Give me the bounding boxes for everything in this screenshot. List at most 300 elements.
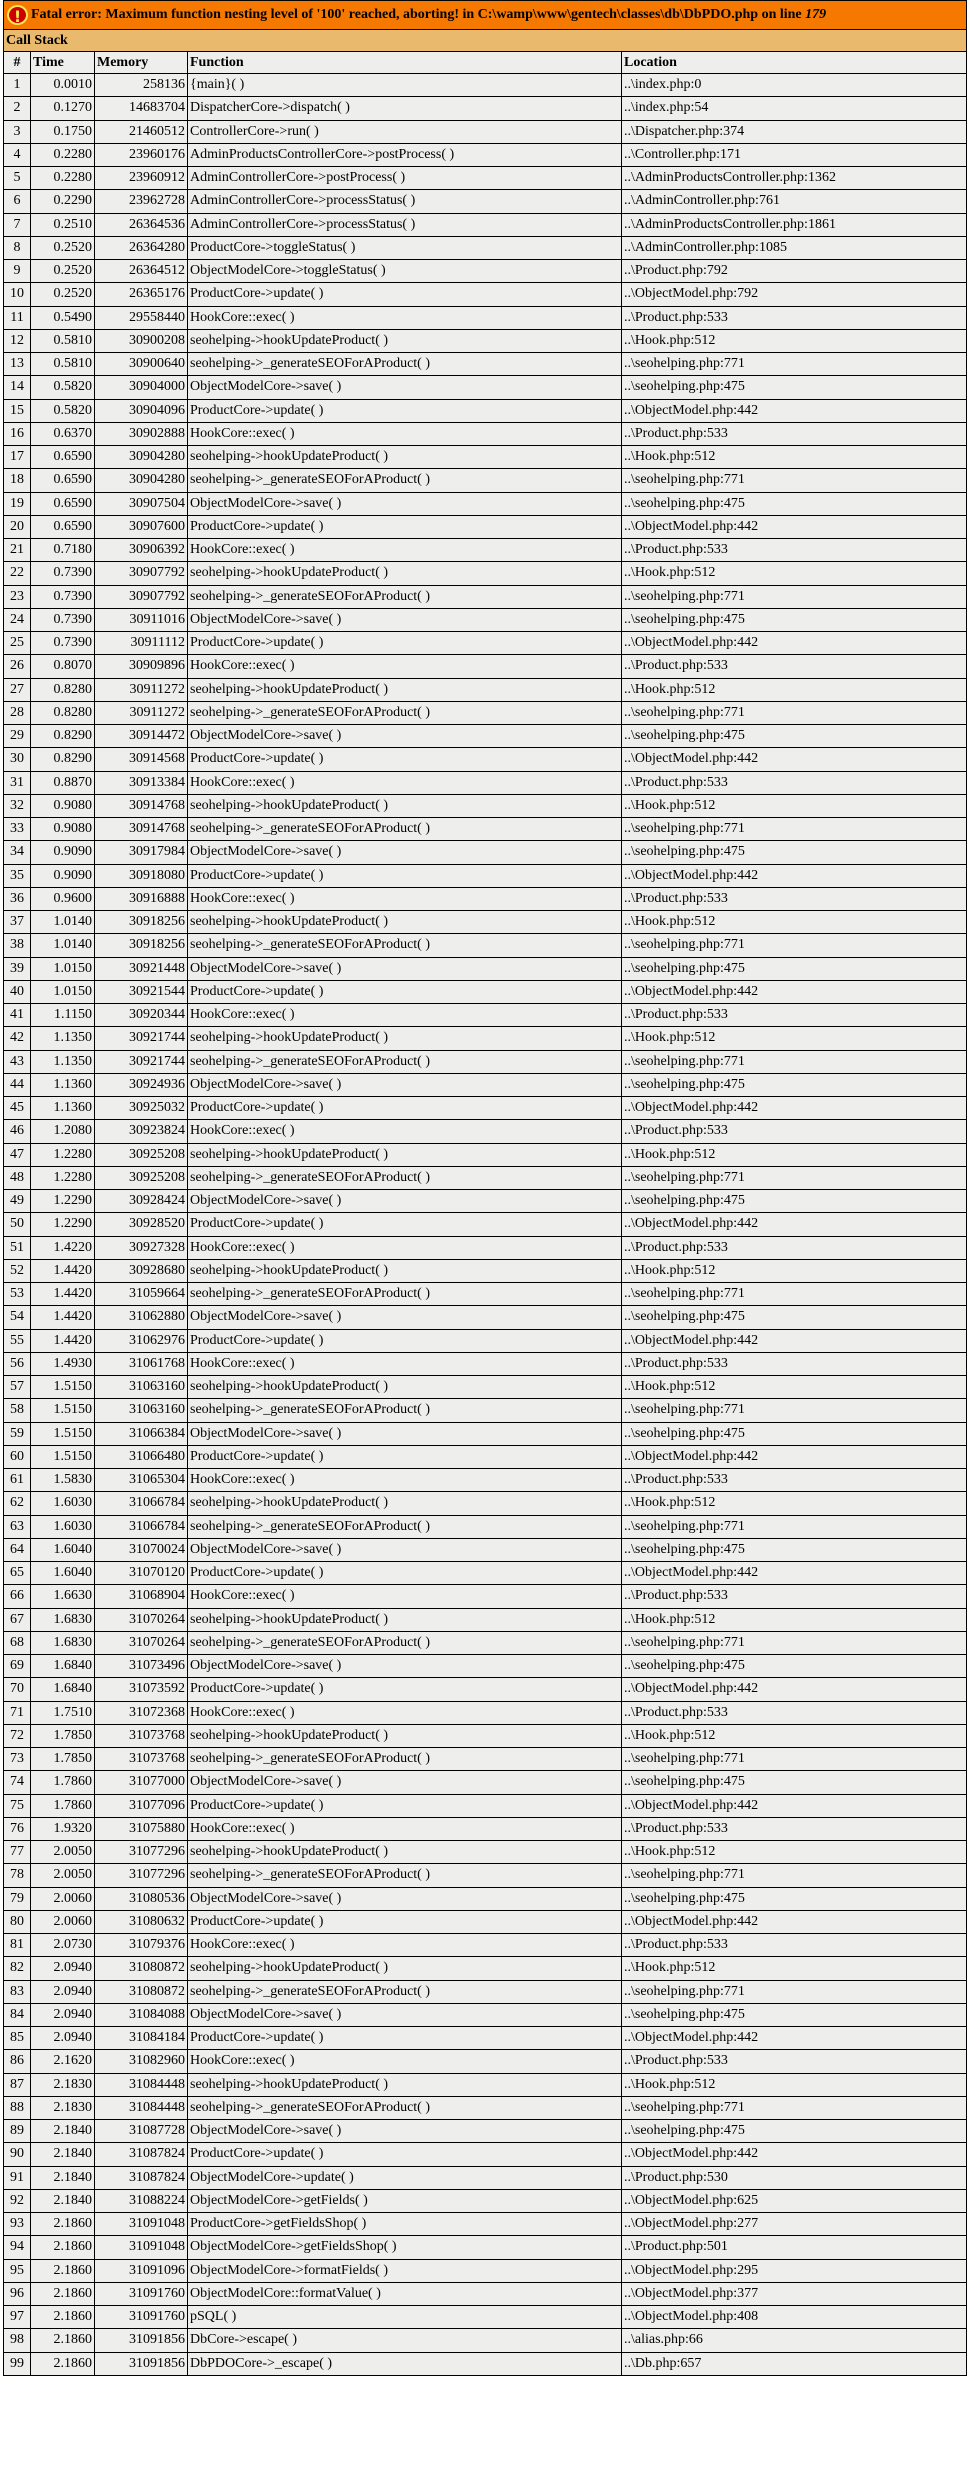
frame-number: 74: [4, 1771, 31, 1794]
frame-function: HookCore::exec( ): [188, 1236, 622, 1259]
frame-memory: 30925208: [95, 1166, 188, 1189]
frame-time: 0.7390: [31, 562, 95, 585]
frame-number: 36: [4, 887, 31, 910]
frame-location: ..\seohelping.php:475: [622, 1771, 967, 1794]
column-header-row: [4, 52, 967, 74]
frame-memory: 31091856: [95, 2329, 188, 2352]
frame-location: ..\ObjectModel.php:442: [622, 1445, 967, 1468]
frame-memory: 23960912: [95, 167, 188, 190]
frame-number: 87: [4, 2073, 31, 2096]
frame-time: 1.4420: [31, 1259, 95, 1282]
frame-memory: 31066480: [95, 1445, 188, 1468]
frame-function: DbCore->escape( ): [188, 2329, 622, 2352]
frame-time: 0.7390: [31, 632, 95, 655]
frame-number: 54: [4, 1306, 31, 1329]
frame-time: 0.9600: [31, 887, 95, 910]
xdebug-error-table: [3, 0, 967, 2376]
frame-function: ProductCore->toggleStatus( ): [188, 236, 622, 259]
frame-number: 51: [4, 1236, 31, 1259]
stack-frame-row: [4, 446, 967, 469]
frame-number: 66: [4, 1585, 31, 1608]
frame-number: 81: [4, 1934, 31, 1957]
frame-time: 0.8870: [31, 771, 95, 794]
stack-frame-row: [4, 2003, 967, 2026]
frame-location: ..\ObjectModel.php:442: [622, 1562, 967, 1585]
frame-number: 63: [4, 1515, 31, 1538]
frame-function: seohelping->hookUpdateProduct( ): [188, 1724, 622, 1747]
frame-function: seohelping->_generateSEOForAProduct( ): [188, 1515, 622, 1538]
stack-frame-row: [4, 1190, 967, 1213]
frame-number: 71: [4, 1701, 31, 1724]
frame-function: AdminControllerCore->postProcess( ): [188, 167, 622, 190]
stack-frame-row: [4, 1073, 967, 1096]
frame-number: 69: [4, 1655, 31, 1678]
frame-time: 1.7510: [31, 1701, 95, 1724]
stack-frame-row: [4, 864, 967, 887]
frame-location: ..\Hook.php:512: [622, 1259, 967, 1282]
frame-number: 91: [4, 2166, 31, 2189]
frame-time: 2.0940: [31, 2027, 95, 2050]
frame-location: ..\AdminProductsController.php:1861: [622, 213, 967, 236]
frame-number: 35: [4, 864, 31, 887]
frame-location: ..\ObjectModel.php:625: [622, 2189, 967, 2212]
column-header-time: Time: [31, 52, 95, 74]
frame-memory: 30900208: [95, 329, 188, 352]
frame-location: ..\seohelping.php:475: [622, 1655, 967, 1678]
frame-memory: 30921744: [95, 1050, 188, 1073]
frame-number: 59: [4, 1422, 31, 1445]
frame-location: ..\Db.php:657: [622, 2352, 967, 2375]
frame-time: 2.1860: [31, 2306, 95, 2329]
frame-location: ..\seohelping.php:771: [622, 585, 967, 608]
frame-location: ..\ObjectModel.php:442: [622, 1213, 967, 1236]
frame-memory: 30911112: [95, 632, 188, 655]
stack-frame-row: [4, 911, 967, 934]
frame-function: ObjectModelCore->update( ): [188, 2166, 622, 2189]
frame-number: 45: [4, 1097, 31, 1120]
frame-location: ..\Hook.php:512: [622, 1376, 967, 1399]
frame-memory: 30907792: [95, 585, 188, 608]
frame-location: ..\seohelping.php:475: [622, 1422, 967, 1445]
stack-frame-row: [4, 353, 967, 376]
frame-memory: 26364512: [95, 260, 188, 283]
frame-time: 0.8290: [31, 725, 95, 748]
frame-function: ObjectModelCore->save( ): [188, 1538, 622, 1561]
frame-number: 44: [4, 1073, 31, 1096]
frame-time: 1.5150: [31, 1376, 95, 1399]
frame-number: 8: [4, 236, 31, 259]
frame-time: 0.9080: [31, 794, 95, 817]
stack-frame-row: [4, 841, 967, 864]
frame-memory: 31061768: [95, 1352, 188, 1375]
frame-number: 57: [4, 1376, 31, 1399]
frame-number: 49: [4, 1190, 31, 1213]
frame-location: ..\seohelping.php:475: [622, 1190, 967, 1213]
frame-function: seohelping->_generateSEOForAProduct( ): [188, 1631, 622, 1654]
frame-location: ..\Product.php:533: [622, 655, 967, 678]
frame-function: seohelping->_generateSEOForAProduct( ): [188, 1980, 622, 2003]
frame-location: ..\seohelping.php:475: [622, 1538, 967, 1561]
stack-frame-row: [4, 167, 967, 190]
frame-time: 2.1830: [31, 2096, 95, 2119]
stack-frame-row: [4, 1329, 967, 1352]
frame-time: 0.2280: [31, 143, 95, 166]
frame-function: ObjectModelCore::formatValue( ): [188, 2282, 622, 2305]
stack-frame-row: [4, 2259, 967, 2282]
frame-memory: 31070120: [95, 1562, 188, 1585]
frame-number: 16: [4, 422, 31, 445]
stack-frame-row: [4, 771, 967, 794]
frame-function: seohelping->hookUpdateProduct( ): [188, 1492, 622, 1515]
stack-frame-row: [4, 1538, 967, 1561]
frame-time: 2.0060: [31, 1887, 95, 1910]
frame-time: 0.1270: [31, 97, 95, 120]
frame-number: 29: [4, 725, 31, 748]
frame-function: ProductCore->update( ): [188, 1329, 622, 1352]
stack-frame-row: [4, 818, 967, 841]
frame-memory: 30927328: [95, 1236, 188, 1259]
frame-number: 32: [4, 794, 31, 817]
frame-location: ..\seohelping.php:771: [622, 353, 967, 376]
frame-function: ProductCore->update( ): [188, 283, 622, 306]
frame-function: ObjectModelCore->save( ): [188, 2120, 622, 2143]
stack-frame-row: [4, 2189, 967, 2212]
frame-time: 1.2280: [31, 1166, 95, 1189]
frame-number: 56: [4, 1352, 31, 1375]
frame-location: ..\seohelping.php:771: [622, 1399, 967, 1422]
frame-memory: 30914768: [95, 794, 188, 817]
frame-number: 73: [4, 1748, 31, 1771]
frame-number: 25: [4, 632, 31, 655]
frame-function: seohelping->hookUpdateProduct( ): [188, 794, 622, 817]
frame-location: ..\Product.php:530: [622, 2166, 967, 2189]
frame-memory: 31084088: [95, 2003, 188, 2026]
frame-time: 0.6590: [31, 515, 95, 538]
frame-memory: 31091048: [95, 2236, 188, 2259]
frame-location: ..\seohelping.php:771: [622, 1748, 967, 1771]
frame-number: 19: [4, 492, 31, 515]
stack-frame-row: [4, 143, 967, 166]
frame-memory: 30925208: [95, 1143, 188, 1166]
frame-memory: 30909896: [95, 655, 188, 678]
column-header-function: Function: [188, 52, 622, 74]
frame-location: ..\Product.php:533: [622, 2050, 967, 2073]
frame-memory: 26364536: [95, 213, 188, 236]
frame-time: 0.0010: [31, 74, 95, 97]
stack-frame-row: [4, 1445, 967, 1468]
stack-frame-row: [4, 934, 967, 957]
frame-time: 0.6370: [31, 422, 95, 445]
stack-frame-row: [4, 1515, 967, 1538]
frame-number: 68: [4, 1631, 31, 1654]
frame-location: ..\Product.php:533: [622, 422, 967, 445]
frame-number: 62: [4, 1492, 31, 1515]
frame-time: 1.4220: [31, 1236, 95, 1259]
frame-memory: 30913384: [95, 771, 188, 794]
frame-memory: 31073768: [95, 1724, 188, 1747]
frame-number: 13: [4, 353, 31, 376]
stack-frame-row: [4, 1864, 967, 1887]
error-message: Fatal error: Maximum function nesting level of '100' reached, aborting! in C:\wamp\www\gentech\classes\db\DbPDO.php on line: [31, 7, 806, 22]
frame-location: ..\Dispatcher.php:374: [622, 120, 967, 143]
frame-number: 84: [4, 2003, 31, 2026]
frame-location: ..\ObjectModel.php:442: [622, 748, 967, 771]
frame-location: ..\seohelping.php:475: [622, 2003, 967, 2026]
frame-number: 18: [4, 469, 31, 492]
frame-memory: 31059664: [95, 1283, 188, 1306]
stack-frame-row: [4, 190, 967, 213]
error-line-number: 179: [805, 7, 827, 23]
frame-time: 0.5810: [31, 353, 95, 376]
stack-frame-row: [4, 1492, 967, 1515]
frame-location: ..\Product.php:533: [622, 1934, 967, 1957]
stack-frame-row: [4, 725, 967, 748]
stack-frame-row: [4, 1004, 967, 1027]
frame-number: 40: [4, 980, 31, 1003]
frame-time: 1.4930: [31, 1352, 95, 1375]
frame-memory: 31088224: [95, 2189, 188, 2212]
frame-function: ObjectModelCore->save( ): [188, 1771, 622, 1794]
frame-memory: 31091760: [95, 2306, 188, 2329]
frame-location: ..\ObjectModel.php:442: [622, 864, 967, 887]
frame-time: 2.0940: [31, 1980, 95, 2003]
frame-number: 72: [4, 1724, 31, 1747]
call-stack-header: [4, 30, 967, 52]
frame-time: 2.0940: [31, 2003, 95, 2026]
frame-number: 1: [4, 74, 31, 97]
frame-time: 2.1860: [31, 2329, 95, 2352]
frame-function: ProductCore->update( ): [188, 1097, 622, 1120]
frame-number: 53: [4, 1283, 31, 1306]
frame-time: 1.5150: [31, 1445, 95, 1468]
frame-number: 95: [4, 2259, 31, 2282]
stack-frame-row: [4, 1887, 967, 1910]
frame-function: HookCore::exec( ): [188, 1934, 622, 1957]
stack-frame-row: [4, 1469, 967, 1492]
frame-function: seohelping->hookUpdateProduct( ): [188, 1608, 622, 1631]
frame-memory: 31091096: [95, 2259, 188, 2282]
stack-frame-row: [4, 632, 967, 655]
frame-function: ProductCore->update( ): [188, 632, 622, 655]
frame-time: 2.0730: [31, 1934, 95, 1957]
call-stack-title: Call Stack: [4, 30, 967, 52]
frame-function: HookCore::exec( ): [188, 1701, 622, 1724]
frame-time: 2.0050: [31, 1841, 95, 1864]
frame-memory: 30904096: [95, 399, 188, 422]
frame-location: ..\ObjectModel.php:442: [622, 515, 967, 538]
frame-location: ..\seohelping.php:475: [622, 1306, 967, 1329]
frame-time: 1.1150: [31, 1004, 95, 1027]
frame-time: 0.7390: [31, 585, 95, 608]
stack-frame-row: [4, 2282, 967, 2305]
frame-number: 89: [4, 2120, 31, 2143]
frame-function: ObjectModelCore->save( ): [188, 725, 622, 748]
stack-frame-row: [4, 1724, 967, 1747]
stack-frame-row: [4, 1352, 967, 1375]
stack-frame-row: [4, 1306, 967, 1329]
frame-location: ..\Product.php:533: [622, 1120, 967, 1143]
frame-function: ObjectModelCore->toggleStatus( ): [188, 260, 622, 283]
frame-memory: 31087824: [95, 2166, 188, 2189]
frame-function: seohelping->_generateSEOForAProduct( ): [188, 1399, 622, 1422]
stack-frame-row: [4, 980, 967, 1003]
frame-location: ..\Hook.php:512: [622, 1608, 967, 1631]
frame-memory: 30900640: [95, 353, 188, 376]
frame-location: ..\Product.php:533: [622, 306, 967, 329]
frame-time: 1.6030: [31, 1515, 95, 1538]
stack-frame-row: [4, 748, 967, 771]
frame-function: DbPDOCore->_escape( ): [188, 2352, 622, 2375]
frame-memory: 30923824: [95, 1120, 188, 1143]
frame-function: seohelping->_generateSEOForAProduct( ): [188, 1166, 622, 1189]
frame-time: 1.2290: [31, 1213, 95, 1236]
frame-time: 1.5150: [31, 1422, 95, 1445]
stack-frame-row: [4, 1213, 967, 1236]
frame-time: 0.5820: [31, 376, 95, 399]
frame-number: 78: [4, 1864, 31, 1887]
frame-location: ..\seohelping.php:771: [622, 701, 967, 724]
stack-frame-row: [4, 1050, 967, 1073]
stack-frame-row: [4, 492, 967, 515]
frame-number: 86: [4, 2050, 31, 2073]
stack-frame-row: [4, 794, 967, 817]
frame-memory: 30914472: [95, 725, 188, 748]
stack-frame-row: [4, 1422, 967, 1445]
frame-time: 2.1840: [31, 2166, 95, 2189]
frame-function: ProductCore->update( ): [188, 2143, 622, 2166]
frame-memory: 31068904: [95, 1585, 188, 1608]
frame-function: ObjectModelCore->save( ): [188, 1073, 622, 1096]
frame-function: seohelping->hookUpdateProduct( ): [188, 1143, 622, 1166]
frame-memory: 21460512: [95, 120, 188, 143]
frame-location: ..\Product.php:533: [622, 1236, 967, 1259]
frame-location: ..\seohelping.php:475: [622, 1073, 967, 1096]
frame-location: ..\seohelping.php:475: [622, 725, 967, 748]
frame-memory: 31072368: [95, 1701, 188, 1724]
frame-location: ..\seohelping.php:771: [622, 1631, 967, 1654]
stack-frame-row: [4, 2306, 967, 2329]
frame-memory: 31066384: [95, 1422, 188, 1445]
frame-location: ..\Hook.php:512: [622, 1492, 967, 1515]
frame-location: ..\ObjectModel.php:442: [622, 1794, 967, 1817]
frame-memory: 29558440: [95, 306, 188, 329]
frame-memory: 31087728: [95, 2120, 188, 2143]
frame-memory: 31077000: [95, 1771, 188, 1794]
stack-frame-row: [4, 1562, 967, 1585]
frame-location: ..\alias.php:66: [622, 2329, 967, 2352]
frame-function: AdminProductsControllerCore->postProcess( ): [188, 143, 622, 166]
frame-location: ..\Product.php:533: [622, 887, 967, 910]
frame-time: 1.9320: [31, 1817, 95, 1840]
stack-frame-row: [4, 1376, 967, 1399]
frame-time: 2.1840: [31, 2189, 95, 2212]
frame-number: 22: [4, 562, 31, 585]
stack-frame-row: [4, 306, 967, 329]
frame-location: ..\seohelping.php:771: [622, 1864, 967, 1887]
frame-function: HookCore::exec( ): [188, 539, 622, 562]
frame-time: 1.1350: [31, 1050, 95, 1073]
frame-memory: 31077096: [95, 1794, 188, 1817]
frame-location: ..\seohelping.php:475: [622, 2120, 967, 2143]
frame-number: 7: [4, 213, 31, 236]
frame-number: 64: [4, 1538, 31, 1561]
frame-time: 1.6040: [31, 1562, 95, 1585]
frame-memory: 31063160: [95, 1399, 188, 1422]
frame-memory: 31084448: [95, 2073, 188, 2096]
stack-frame-row: [4, 2096, 967, 2119]
frame-number: 15: [4, 399, 31, 422]
frame-number: 55: [4, 1329, 31, 1352]
frame-memory: 30924936: [95, 1073, 188, 1096]
frame-number: 85: [4, 2027, 31, 2050]
stack-frame-row: [4, 539, 967, 562]
frame-memory: 31091048: [95, 2213, 188, 2236]
frame-function: ObjectModelCore->formatFields( ): [188, 2259, 622, 2282]
frame-memory: 30918256: [95, 911, 188, 934]
frame-memory: 26365176: [95, 283, 188, 306]
frame-location: ..\ObjectModel.php:295: [622, 2259, 967, 2282]
frame-location: ..\AdminController.php:1085: [622, 236, 967, 259]
frame-function: seohelping->_generateSEOForAProduct( ): [188, 353, 622, 376]
stack-frame-row: [4, 1283, 967, 1306]
stack-frame-row: [4, 1980, 967, 2003]
frame-function: seohelping->hookUpdateProduct( ): [188, 678, 622, 701]
frame-location: ..\Hook.php:512: [622, 911, 967, 934]
frame-location: ..\Product.php:533: [622, 1004, 967, 1027]
frame-location: ..\Product.php:533: [622, 771, 967, 794]
stack-frame-row: [4, 1097, 967, 1120]
stack-frame-row: [4, 1027, 967, 1050]
stack-frame-row: [4, 283, 967, 306]
frame-time: 1.1360: [31, 1073, 95, 1096]
frame-time: 0.5820: [31, 399, 95, 422]
frame-location: ..\seohelping.php:771: [622, 469, 967, 492]
frame-location: ..\ObjectModel.php:442: [622, 980, 967, 1003]
frame-number: 92: [4, 2189, 31, 2212]
stack-frame-row: [4, 2143, 967, 2166]
stack-frame-row: [4, 260, 967, 283]
frame-function: ObjectModelCore->save( ): [188, 957, 622, 980]
frame-function: ObjectModelCore->getFieldsShop( ): [188, 2236, 622, 2259]
frame-function: AdminControllerCore->processStatus( ): [188, 213, 622, 236]
stack-frame-row: [4, 2120, 967, 2143]
frame-time: 0.5810: [31, 329, 95, 352]
frame-time: 0.6590: [31, 469, 95, 492]
stack-frame-row: [4, 1841, 967, 1864]
stack-frame-row: [4, 213, 967, 236]
frame-function: ProductCore->update( ): [188, 1678, 622, 1701]
frame-location: ..\seohelping.php:475: [622, 492, 967, 515]
frame-number: 43: [4, 1050, 31, 1073]
frame-number: 82: [4, 1957, 31, 1980]
frame-function: seohelping->hookUpdateProduct( ): [188, 446, 622, 469]
frame-function: seohelping->hookUpdateProduct( ): [188, 562, 622, 585]
stack-frame-row: [4, 1120, 967, 1143]
frame-number: 60: [4, 1445, 31, 1468]
frame-location: ..\ObjectModel.php:442: [622, 1678, 967, 1701]
frame-location: ..\Product.php:501: [622, 2236, 967, 2259]
frame-time: 0.2510: [31, 213, 95, 236]
frame-time: 0.8280: [31, 701, 95, 724]
frame-function: HookCore::exec( ): [188, 1817, 622, 1840]
frame-number: 3: [4, 120, 31, 143]
stack-frame-row: [4, 1236, 967, 1259]
frame-location: ..\seohelping.php:475: [622, 841, 967, 864]
frame-time: 1.0140: [31, 934, 95, 957]
frame-time: 1.2290: [31, 1190, 95, 1213]
frame-function: HookCore::exec( ): [188, 1004, 622, 1027]
frame-memory: 31062976: [95, 1329, 188, 1352]
